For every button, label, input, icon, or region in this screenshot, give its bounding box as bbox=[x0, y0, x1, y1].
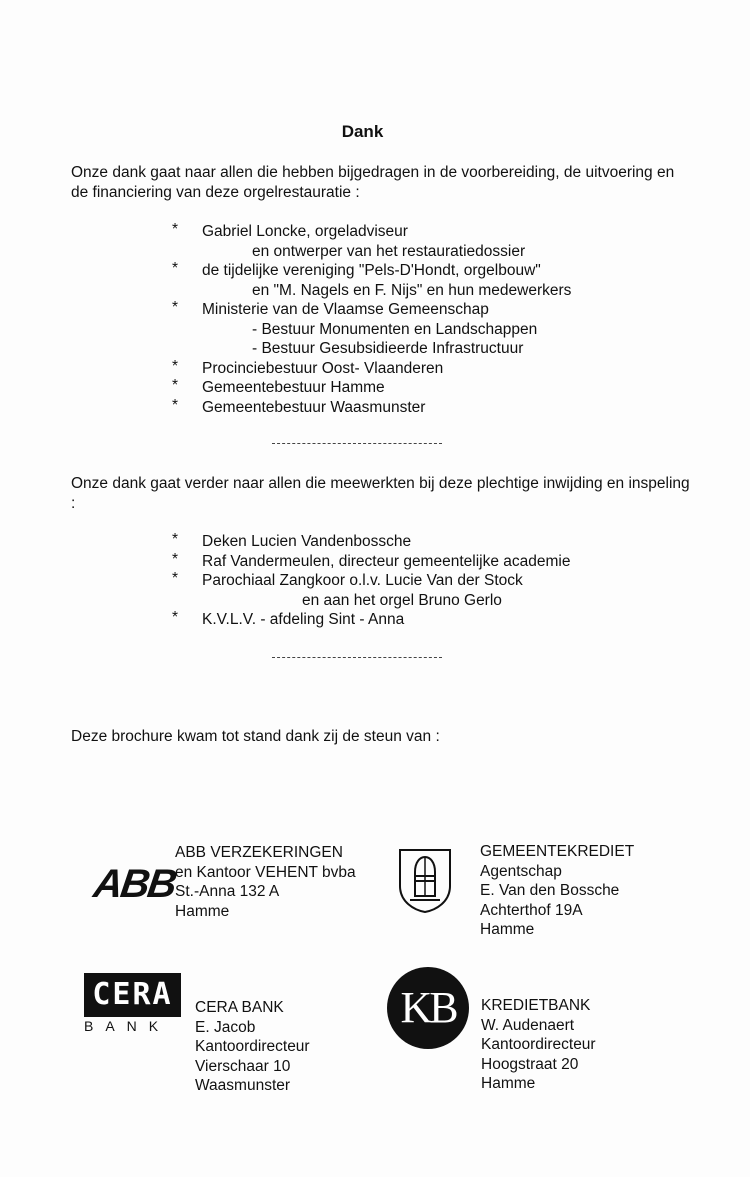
address-line: E. Jacob bbox=[195, 1018, 256, 1036]
list-item-text: de tijdelijke vereniging "Pels-D'Hondt, orgelbouw" bbox=[202, 262, 541, 279]
address-line: GEMEENTEKREDIET bbox=[480, 843, 635, 860]
kb-address bbox=[481, 996, 596, 1094]
knight-helmet-shield-icon bbox=[398, 848, 452, 914]
list-item-text: en ontwerper van het restauratiedossier bbox=[252, 242, 526, 260]
abb-address bbox=[175, 843, 356, 921]
intro-paragraph: Onze dank gaat naar allen die hebben bijgedragen in de voorbereiding, de uitvoering en de financiering van deze orgelrestauratie : bbox=[71, 164, 675, 201]
bullet: * bbox=[172, 570, 179, 587]
cera-address bbox=[195, 998, 310, 1096]
list-item-text: - Bestuur Monumenten en Landschappen bbox=[252, 320, 538, 338]
divider-2 bbox=[272, 657, 442, 658]
list-item-text: Procinciebestuur Oost- Vlaanderen bbox=[202, 359, 444, 377]
address-line: W. Audenaert bbox=[481, 1016, 575, 1034]
bullet: * bbox=[172, 396, 179, 414]
bullet: * bbox=[172, 260, 179, 277]
bullet: * bbox=[172, 357, 179, 375]
cera-logo-sub: BANK bbox=[84, 1018, 171, 1034]
address-line: Kantoordirecteur bbox=[481, 1036, 596, 1053]
divider bbox=[272, 443, 442, 444]
list-item-text: Ministerie van de Vlaamse Gemeenschap bbox=[202, 301, 489, 318]
address-line: CERA BANK bbox=[195, 999, 284, 1016]
bullet: * bbox=[172, 299, 179, 316]
abb-logo: ABB bbox=[90, 862, 178, 906]
address-line: Achterthof 19A bbox=[480, 901, 583, 919]
list-item-text: Raf Vandermeulen, directeur gemeentelijke academie bbox=[202, 552, 571, 570]
address-line: Kantoordirecteur bbox=[195, 1038, 310, 1055]
bullet: * bbox=[172, 221, 179, 238]
address-line: Agentschap bbox=[480, 862, 562, 880]
support-line: Deze brochure kwam tot stand dank zij de steun van : bbox=[71, 728, 440, 745]
bullet: * bbox=[172, 377, 179, 394]
address-line: Hoogstraat 20 bbox=[481, 1055, 579, 1073]
list-item-text: Deken Lucien Vandenbossche bbox=[202, 533, 412, 550]
list-item-text: Gemeentebestuur Hamme bbox=[202, 379, 385, 396]
address-line: KREDIETBANK bbox=[481, 997, 591, 1014]
intro-paragraph-2: Onze dank gaat verder naar allen die meewerkten bij deze plechtige inwijding en inspeling : bbox=[71, 475, 690, 512]
bullet: * bbox=[172, 531, 179, 548]
bullet: * bbox=[172, 609, 179, 626]
list-item-text: Parochiaal Zangkoor o.l.v. Lucie Van der Stock bbox=[202, 572, 523, 589]
address-line: E. Van den Bossche bbox=[480, 882, 620, 899]
address-line: St.-Anna 132 A bbox=[175, 883, 280, 900]
list-item-text: en "M. Nagels en F. Nijs" en hun medewerkers bbox=[252, 281, 572, 299]
address-line: Hamme bbox=[175, 902, 230, 920]
address-line: Hamme bbox=[481, 1075, 536, 1092]
address-line: en Kantoor VEHENT bvba bbox=[175, 863, 356, 881]
page-title: Dank bbox=[341, 122, 384, 141]
address-line: Vierschaar 10 bbox=[195, 1057, 291, 1075]
list-item-text: K.V.L.V. - afdeling Sint - Anna bbox=[202, 611, 405, 628]
address-line: Waasmunster bbox=[195, 1077, 291, 1094]
bullet: * bbox=[172, 550, 179, 568]
list-item-text: - Bestuur Gesubsidieerde Infrastructuur bbox=[252, 340, 524, 357]
list-item-text: Gemeentebestuur Waasmunster bbox=[202, 398, 426, 416]
list-item-text: Gabriel Loncke, orgeladviseur bbox=[202, 223, 408, 240]
list-item-text: en aan het orgel Bruno Gerlo bbox=[302, 591, 502, 609]
cera-logo: CERA bbox=[84, 973, 181, 1017]
address-line: Hamme bbox=[480, 921, 535, 938]
kb-logo: KB bbox=[387, 967, 469, 1049]
gemeentekrediet-address bbox=[480, 842, 634, 940]
address-line: ABB VERZEKERINGEN bbox=[175, 844, 343, 861]
